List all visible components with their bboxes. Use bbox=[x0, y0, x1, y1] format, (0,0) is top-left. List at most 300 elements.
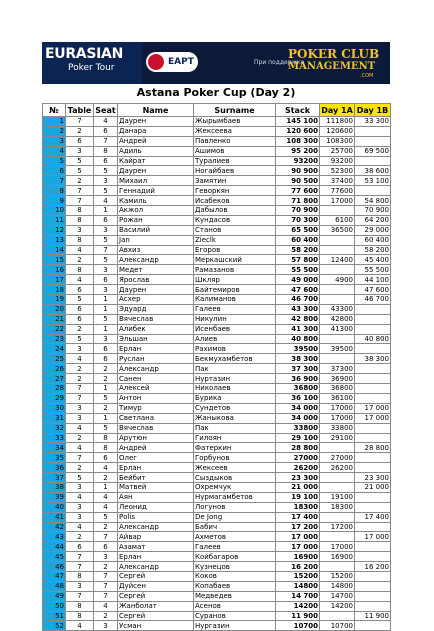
stack-cell: 70 900 bbox=[276, 206, 320, 216]
surname-cell: Жексеев bbox=[194, 463, 276, 473]
table-cell: 8 bbox=[66, 611, 94, 621]
table-cell: 3 bbox=[66, 146, 94, 156]
name-cell: Василий bbox=[118, 225, 194, 235]
day1a-cell bbox=[320, 562, 355, 572]
day1b-cell: 29 000 bbox=[355, 225, 391, 235]
surname-cell: Галеев bbox=[194, 304, 276, 314]
seat-cell: 7 bbox=[94, 571, 118, 581]
seat-cell: 6 bbox=[94, 215, 118, 225]
day1b-cell: 11 900 bbox=[355, 611, 391, 621]
row-number: 32 bbox=[43, 423, 66, 433]
row-number: 24 bbox=[43, 344, 66, 354]
stack-cell: 14800 bbox=[276, 581, 320, 591]
table-row bbox=[43, 285, 391, 295]
name-cell: Геннадий bbox=[118, 186, 194, 196]
day1a-cell bbox=[320, 473, 355, 483]
day1b-cell bbox=[355, 126, 391, 136]
table-cell: 7 bbox=[66, 117, 94, 127]
table-cell: 8 bbox=[66, 265, 94, 275]
surname-cell: Асенов bbox=[194, 601, 276, 611]
day1a-cell bbox=[320, 512, 355, 522]
table-row bbox=[43, 463, 391, 473]
surname-cell: Нуртазин bbox=[194, 374, 276, 384]
table-row bbox=[43, 542, 391, 552]
table-row bbox=[43, 591, 391, 601]
seat-cell: 7 bbox=[94, 245, 118, 255]
table-row bbox=[43, 403, 391, 413]
day1a-cell bbox=[320, 334, 355, 344]
surname-cell: Алиев bbox=[194, 334, 276, 344]
day1b-cell bbox=[355, 364, 391, 374]
name-cell: Андрей bbox=[118, 443, 194, 453]
row-number: 14 bbox=[43, 245, 66, 255]
row-number: 34 bbox=[43, 443, 66, 453]
surname-cell: Жаныкова bbox=[194, 413, 276, 423]
day1b-cell bbox=[355, 502, 391, 512]
table-cell: 8 bbox=[66, 571, 94, 581]
stack-cell: 14200 bbox=[276, 601, 320, 611]
day1b-cell: 17 000 bbox=[355, 532, 391, 542]
stack-cell: 10700 bbox=[276, 621, 320, 631]
surname-cell: Никулин bbox=[194, 314, 276, 324]
table-row bbox=[43, 562, 391, 572]
stack-cell: 36 900 bbox=[276, 374, 320, 384]
day1a-cell: 42800 bbox=[320, 314, 355, 324]
seat-cell: 8 bbox=[94, 433, 118, 443]
table-cell: 3 bbox=[66, 512, 94, 522]
table-cell: 2 bbox=[66, 255, 94, 265]
table-row bbox=[43, 324, 391, 334]
name-cell: Александр bbox=[118, 562, 194, 572]
stack-cell: 57 800 bbox=[276, 255, 320, 265]
surname-cell: Исенбаев bbox=[194, 324, 276, 334]
row-number: 22 bbox=[43, 324, 66, 334]
table-row bbox=[43, 512, 391, 522]
row-number: 28 bbox=[43, 384, 66, 394]
row-number: 20 bbox=[43, 304, 66, 314]
seat-cell: 2 bbox=[94, 374, 118, 384]
row-number: 37 bbox=[43, 473, 66, 483]
stack-cell: 145 100 bbox=[276, 117, 320, 127]
name-cell: Александр bbox=[118, 522, 194, 532]
day1a-cell: 14200 bbox=[320, 601, 355, 611]
name-cell: Даурен bbox=[118, 285, 194, 295]
day1b-cell bbox=[355, 433, 391, 443]
table-cell: 4 bbox=[66, 245, 94, 255]
table-row bbox=[43, 117, 391, 127]
day1b-cell: 46 700 bbox=[355, 295, 391, 305]
day1a-cell: 77600 bbox=[320, 186, 355, 196]
name-cell: Эльшан bbox=[118, 334, 194, 344]
seat-cell: 4 bbox=[94, 502, 118, 512]
table-row bbox=[43, 126, 391, 136]
row-number: 45 bbox=[43, 552, 66, 562]
seat-cell: 3 bbox=[94, 334, 118, 344]
stack-cell: 16 200 bbox=[276, 562, 320, 572]
table-row bbox=[43, 344, 391, 354]
name-cell: Андрей bbox=[118, 136, 194, 146]
table-cell: 3 bbox=[66, 225, 94, 235]
day1b-cell bbox=[355, 423, 391, 433]
row-number: 35 bbox=[43, 453, 66, 463]
seat-cell: 5 bbox=[94, 166, 118, 176]
row-number: 31 bbox=[43, 413, 66, 423]
table-row bbox=[43, 453, 391, 463]
day1a-cell: 17000 bbox=[320, 413, 355, 423]
day1b-cell: 33 300 bbox=[355, 117, 391, 127]
surname-cell: Бурика bbox=[194, 393, 276, 403]
day1b-cell bbox=[355, 621, 391, 631]
surname-cell: Кундасов bbox=[194, 215, 276, 225]
table-row bbox=[43, 611, 391, 621]
name-cell: Адиль bbox=[118, 146, 194, 156]
stack-cell: 15200 bbox=[276, 571, 320, 581]
stack-cell: 38 300 bbox=[276, 354, 320, 364]
day1a-cell: 17200 bbox=[320, 522, 355, 532]
day1a-cell bbox=[320, 235, 355, 245]
seat-cell: 5 bbox=[94, 393, 118, 403]
seat-cell: 2 bbox=[94, 364, 118, 374]
seat-cell: 7 bbox=[94, 591, 118, 601]
day1a-cell bbox=[320, 285, 355, 295]
stack-cell: 49 000 bbox=[276, 275, 320, 285]
partner-logo-line2: MANAGEMENT bbox=[288, 61, 376, 72]
name-cell: Алексей bbox=[118, 384, 194, 394]
table-cell: 6 bbox=[66, 314, 94, 324]
row-number: 26 bbox=[43, 364, 66, 374]
day1a-cell: 25700 bbox=[320, 146, 355, 156]
seat-cell: 8 bbox=[94, 443, 118, 453]
row-number: 44 bbox=[43, 542, 66, 552]
seat-cell: 4 bbox=[94, 492, 118, 502]
table-cell: 5 bbox=[66, 295, 94, 305]
surname-cell: Охремчук bbox=[194, 482, 276, 492]
seat-cell: 6 bbox=[94, 542, 118, 552]
name-cell: Михаил bbox=[118, 176, 194, 186]
day1a-cell: 27000 bbox=[320, 453, 355, 463]
seat-cell: 4 bbox=[94, 117, 118, 127]
day1b-cell: 64 200 bbox=[355, 215, 391, 225]
name-cell: Даурен bbox=[118, 166, 194, 176]
surname-cell: Медведев bbox=[194, 591, 276, 601]
day1b-cell: 45 400 bbox=[355, 255, 391, 265]
row-number: 5 bbox=[43, 156, 66, 166]
day1a-cell: 93200 bbox=[320, 156, 355, 166]
stack-cell: 28 800 bbox=[276, 443, 320, 453]
day1b-cell: 44 100 bbox=[355, 275, 391, 285]
stack-cell: 33800 bbox=[276, 423, 320, 433]
name-cell: Усман bbox=[118, 621, 194, 631]
row-number: 7 bbox=[43, 176, 66, 186]
table-row bbox=[43, 492, 391, 502]
surname-cell: Дабылов bbox=[194, 206, 276, 216]
table-cell: 5 bbox=[66, 473, 94, 483]
day1b-cell bbox=[355, 463, 391, 473]
seat-cell: 1 bbox=[94, 384, 118, 394]
stack-cell: 42 800 bbox=[276, 314, 320, 324]
day1a-cell: 14800 bbox=[320, 581, 355, 591]
brand-name: EURASIAN bbox=[45, 46, 123, 62]
row-number: 13 bbox=[43, 235, 66, 245]
stack-cell: 18300 bbox=[276, 502, 320, 512]
surname-cell: Байтемиров bbox=[194, 285, 276, 295]
day1a-cell: 43300 bbox=[320, 304, 355, 314]
day1b-cell bbox=[355, 304, 391, 314]
table-row bbox=[43, 532, 391, 542]
name-cell: Тимур bbox=[118, 403, 194, 413]
row-number: 23 bbox=[43, 334, 66, 344]
seating-table bbox=[42, 103, 391, 631]
table-row bbox=[43, 166, 391, 176]
stack-cell: 41 300 bbox=[276, 324, 320, 334]
row-number: 11 bbox=[43, 215, 66, 225]
surname-cell: Нургазин bbox=[194, 621, 276, 631]
seat-cell: 6 bbox=[94, 275, 118, 285]
table-cell: 6 bbox=[66, 542, 94, 552]
table-row bbox=[43, 176, 391, 186]
row-number: 50 bbox=[43, 601, 66, 611]
table-row bbox=[43, 581, 391, 591]
day1b-cell: 40 800 bbox=[355, 334, 391, 344]
stack-cell: 26200 bbox=[276, 463, 320, 473]
day1a-cell bbox=[320, 245, 355, 255]
stack-cell: 65 500 bbox=[276, 225, 320, 235]
surname-cell: Егоров bbox=[194, 245, 276, 255]
stack-cell: 21 000 bbox=[276, 482, 320, 492]
seat-cell: 5 bbox=[94, 186, 118, 196]
table-cell: 7 bbox=[66, 384, 94, 394]
day1b-cell bbox=[355, 314, 391, 324]
support-label: При поддержке bbox=[254, 59, 305, 66]
day1a-cell bbox=[320, 265, 355, 275]
table-cell: 6 bbox=[66, 304, 94, 314]
day1a-cell: 14700 bbox=[320, 591, 355, 601]
table-row bbox=[43, 314, 391, 324]
stack-cell: 17 200 bbox=[276, 522, 320, 532]
stack-cell: 14 700 bbox=[276, 591, 320, 601]
brand-subtitle: Poker Tour bbox=[68, 63, 115, 73]
table-row bbox=[43, 334, 391, 344]
day1a-cell bbox=[320, 354, 355, 364]
day1a-cell bbox=[320, 611, 355, 621]
day1a-cell: 36100 bbox=[320, 393, 355, 403]
name-cell: Светлана bbox=[118, 413, 194, 423]
name-cell: Сергей bbox=[118, 571, 194, 581]
surname-cell: Исабеков bbox=[194, 196, 276, 206]
surname-cell: Пак bbox=[194, 423, 276, 433]
col-header-day1b: Day 1B bbox=[355, 104, 391, 117]
surname-cell: Логунов bbox=[194, 502, 276, 512]
table-cell: 7 bbox=[66, 591, 94, 601]
name-cell: Рожан bbox=[118, 215, 194, 225]
seat-cell: 1 bbox=[94, 304, 118, 314]
name-cell: Олег bbox=[118, 453, 194, 463]
seat-cell: 3 bbox=[94, 285, 118, 295]
surname-cell: Горбунов bbox=[194, 453, 276, 463]
day1a-cell: 16900 bbox=[320, 552, 355, 562]
stack-cell: 46 700 bbox=[276, 295, 320, 305]
name-cell: Ерлан bbox=[118, 344, 194, 354]
name-cell: Азамат bbox=[118, 542, 194, 552]
day1b-cell: 58 200 bbox=[355, 245, 391, 255]
table-row bbox=[43, 433, 391, 443]
row-number: 17 bbox=[43, 275, 66, 285]
seat-cell: 3 bbox=[94, 265, 118, 275]
surname-cell: Кузнецов bbox=[194, 562, 276, 572]
table-row bbox=[43, 265, 391, 275]
surname-cell: Коков bbox=[194, 571, 276, 581]
day1b-cell bbox=[355, 374, 391, 384]
surname-cell: Павленко bbox=[194, 136, 276, 146]
stack-cell: 77 600 bbox=[276, 186, 320, 196]
table-cell: 7 bbox=[66, 552, 94, 562]
seat-cell: 1 bbox=[94, 295, 118, 305]
name-cell: Александр bbox=[118, 255, 194, 265]
stack-cell: 23 300 bbox=[276, 473, 320, 483]
seat-cell: 5 bbox=[94, 235, 118, 245]
table-row bbox=[43, 196, 391, 206]
table-cell: 2 bbox=[66, 532, 94, 542]
day1a-cell: 17000 bbox=[320, 542, 355, 552]
day1b-cell: 60 400 bbox=[355, 235, 391, 245]
stack-cell: 40 800 bbox=[276, 334, 320, 344]
stack-cell: 29 100 bbox=[276, 433, 320, 443]
surname-cell: Койбагаров bbox=[194, 552, 276, 562]
seat-cell: 5 bbox=[94, 255, 118, 265]
name-cell: Медет bbox=[118, 265, 194, 275]
stack-cell: 36 100 bbox=[276, 393, 320, 403]
day1a-cell: 6100 bbox=[320, 215, 355, 225]
day1a-cell: 52300 bbox=[320, 166, 355, 176]
name-cell: Асхер bbox=[118, 295, 194, 305]
col-header-stack: Stack bbox=[276, 104, 320, 117]
seat-cell: 3 bbox=[94, 621, 118, 631]
seat-cell: 3 bbox=[94, 225, 118, 235]
surname-cell: Ахметов bbox=[194, 532, 276, 542]
stack-cell: 55 500 bbox=[276, 265, 320, 275]
surname-cell: Гилоян bbox=[194, 433, 276, 443]
table-row bbox=[43, 621, 391, 631]
table-cell: 2 bbox=[66, 463, 94, 473]
table-cell: 2 bbox=[66, 176, 94, 186]
table-cell: 8 bbox=[66, 206, 94, 216]
row-number: 48 bbox=[43, 581, 66, 591]
row-number: 42 bbox=[43, 522, 66, 532]
table-row bbox=[43, 304, 391, 314]
table-row bbox=[43, 443, 391, 453]
row-number: 52 bbox=[43, 621, 66, 631]
stack-cell: 95 200 bbox=[276, 146, 320, 156]
table-row bbox=[43, 473, 391, 483]
surname-cell: Николаев bbox=[194, 384, 276, 394]
row-number: 8 bbox=[43, 186, 66, 196]
table-cell: 5 bbox=[66, 334, 94, 344]
row-number: 29 bbox=[43, 393, 66, 403]
day1a-cell: 19100 bbox=[320, 492, 355, 502]
surname-cell: Фатеркин bbox=[194, 443, 276, 453]
stack-cell: 17 000 bbox=[276, 542, 320, 552]
partner-logo-line1: POKER CLUB bbox=[288, 47, 380, 61]
day1a-cell: 36500 bbox=[320, 225, 355, 235]
day1b-cell bbox=[355, 542, 391, 552]
day1b-cell bbox=[355, 136, 391, 146]
surname-cell: Жырымбаев bbox=[194, 117, 276, 127]
day1b-cell bbox=[355, 492, 391, 502]
name-cell: Жанболат bbox=[118, 601, 194, 611]
day1b-cell: 16 200 bbox=[355, 562, 391, 572]
seat-cell: 6 bbox=[94, 354, 118, 364]
name-cell: Даурен bbox=[118, 117, 194, 127]
name-cell: Вячеслав bbox=[118, 314, 194, 324]
table-cell: 6 bbox=[66, 136, 94, 146]
name-cell: Эдуард bbox=[118, 304, 194, 314]
seat-cell: 4 bbox=[94, 196, 118, 206]
table-body bbox=[43, 117, 391, 631]
name-cell: Антон bbox=[118, 393, 194, 403]
table-cell: 4 bbox=[66, 522, 94, 532]
table-cell: 3 bbox=[66, 482, 94, 492]
stack-cell: 16900 bbox=[276, 552, 320, 562]
day1a-cell: 10700 bbox=[320, 621, 355, 631]
name-cell: Jan bbox=[118, 235, 194, 245]
name-cell: Вячеслав bbox=[118, 423, 194, 433]
seat-cell: 8 bbox=[94, 146, 118, 156]
seat-cell: 2 bbox=[94, 522, 118, 532]
table-row bbox=[43, 413, 391, 423]
table-cell: 6 bbox=[66, 285, 94, 295]
day1b-cell: 23 300 bbox=[355, 473, 391, 483]
table-row bbox=[43, 275, 391, 285]
day1b-cell: 55 500 bbox=[355, 265, 391, 275]
day1b-cell: 21 000 bbox=[355, 482, 391, 492]
row-number: 19 bbox=[43, 295, 66, 305]
row-number: 9 bbox=[43, 196, 66, 206]
surname-cell: Бабич bbox=[194, 522, 276, 532]
day1b-cell: 38 300 bbox=[355, 354, 391, 364]
day1b-cell: 70 900 bbox=[355, 206, 391, 216]
day1b-cell: 54 800 bbox=[355, 196, 391, 206]
table-row bbox=[43, 156, 391, 166]
day1b-cell bbox=[355, 393, 391, 403]
row-number: 51 bbox=[43, 611, 66, 621]
seat-cell: 5 bbox=[94, 314, 118, 324]
table-cell: 2 bbox=[66, 126, 94, 136]
table-row bbox=[43, 601, 391, 611]
stack-cell: 37 300 bbox=[276, 364, 320, 374]
day1a-cell bbox=[320, 443, 355, 453]
name-cell: Бейбит bbox=[118, 473, 194, 483]
eapt-badge-text: EAPT bbox=[168, 57, 194, 67]
row-number: 47 bbox=[43, 571, 66, 581]
seat-cell: 3 bbox=[94, 176, 118, 186]
seat-cell: 7 bbox=[94, 532, 118, 542]
stack-cell: 19 100 bbox=[276, 492, 320, 502]
row-number: 18 bbox=[43, 285, 66, 295]
name-cell: Ярослав bbox=[118, 275, 194, 285]
seat-cell: 1 bbox=[94, 413, 118, 423]
table-row bbox=[43, 502, 391, 512]
day1b-cell bbox=[355, 453, 391, 463]
table-row bbox=[43, 186, 391, 196]
col-header-seat: Seat bbox=[95, 105, 116, 115]
day1b-cell bbox=[355, 552, 391, 562]
table-cell: 4 bbox=[66, 354, 94, 364]
day1b-cell bbox=[355, 186, 391, 196]
day1b-cell bbox=[355, 324, 391, 334]
row-number: 39 bbox=[43, 492, 66, 502]
surname-cell: Пак bbox=[194, 364, 276, 374]
table-cell: 3 bbox=[66, 413, 94, 423]
